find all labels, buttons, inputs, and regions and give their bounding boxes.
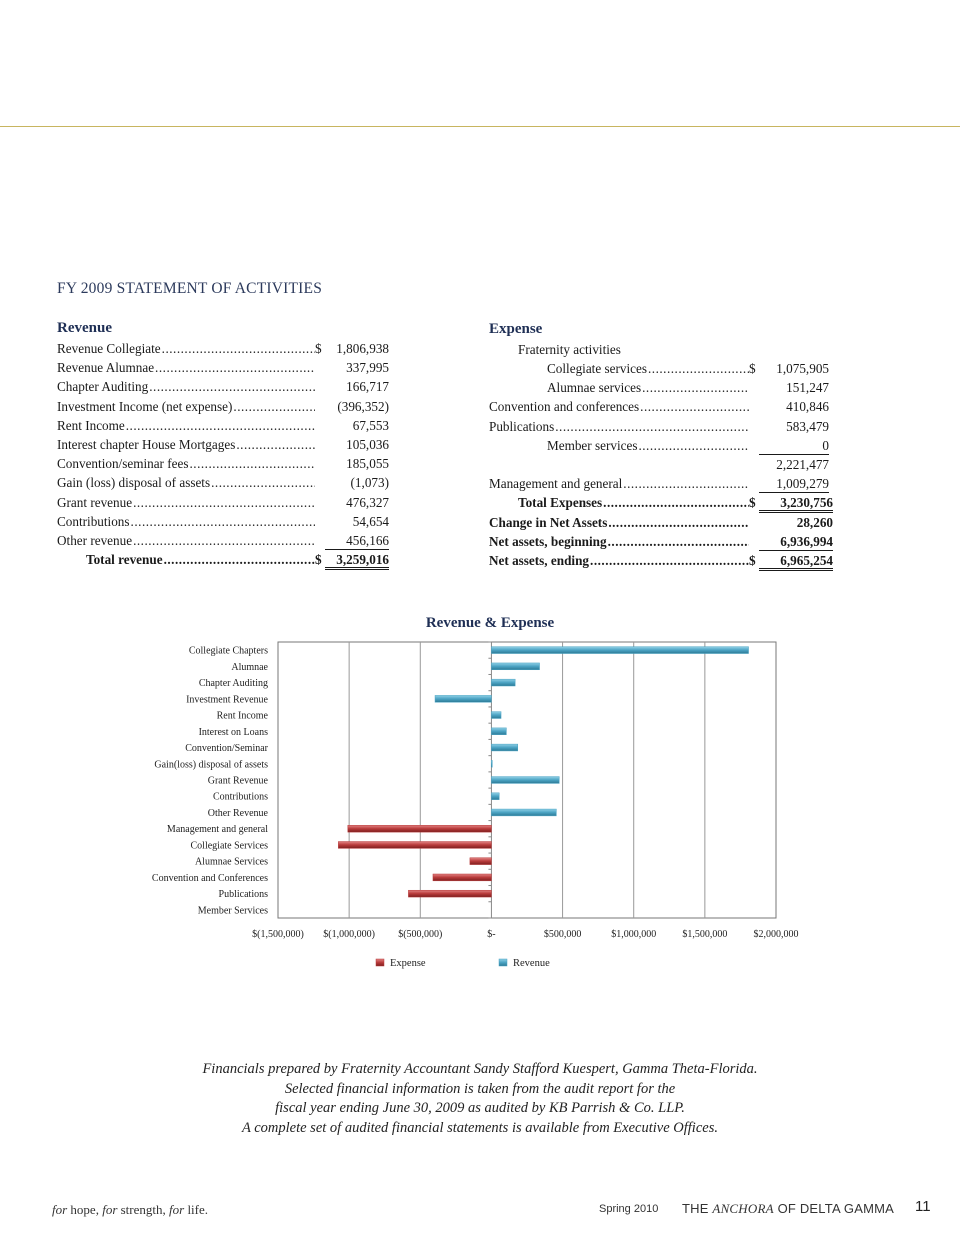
row-label: Investment Income (net expense) <box>57 398 233 414</box>
category-label: Management and general <box>166 824 268 836</box>
row-label: Contributions <box>57 513 130 529</box>
row-label: Rent Income <box>57 417 125 433</box>
row-dollar-sign: $ <box>315 552 322 568</box>
revenue-bar <box>491 760 492 767</box>
expense-bar <box>348 825 492 832</box>
row-amount: 54,654 <box>352 513 389 529</box>
row-label: Management and general <box>489 476 623 492</box>
row-amount: 2,221,477 <box>776 457 829 472</box>
row-amount: 185,055 <box>346 456 389 472</box>
revenue-bar <box>491 744 517 751</box>
revenue-bar <box>491 647 748 654</box>
row-amount: 0 <box>759 438 829 455</box>
row-label: Other revenue <box>57 533 133 548</box>
row-amount: 6,936,994 <box>759 534 833 551</box>
x-tick-label: $- <box>487 929 496 940</box>
row-label: Convention and conferences <box>489 399 640 415</box>
revenue-bar <box>491 728 506 735</box>
category-label: Other Revenue <box>207 807 268 819</box>
row-amount: (396,352) <box>337 398 389 414</box>
row-label: Revenue Alumnae <box>57 360 155 376</box>
tagline-for: for <box>169 1202 185 1217</box>
row-label: Total Expenses <box>518 495 603 511</box>
expense-bar <box>338 842 491 849</box>
revenue-heading: Revenue <box>57 320 112 336</box>
category-label: Alumnae Services <box>194 856 268 868</box>
magazine-pre: THE <box>682 1201 713 1216</box>
row-amount: 3,259,016 <box>325 552 389 570</box>
row-amount: 28,260 <box>796 514 833 530</box>
row-amount: 583,479 <box>786 418 829 434</box>
row-label: Member services <box>547 437 638 453</box>
tagline-hope: hope, <box>67 1202 103 1217</box>
row-label: Net assets, ending <box>489 553 590 568</box>
row-amount: 456,166 <box>325 533 389 550</box>
category-label: Investment Revenue <box>186 694 268 706</box>
row-label: Total revenue <box>86 552 163 568</box>
category-label: Member Services <box>197 905 268 917</box>
row-label: Convention/seminar fees <box>57 456 189 472</box>
page-number: 11 <box>915 1198 931 1215</box>
category-label: Convention/Seminar <box>185 743 268 755</box>
expense-bar <box>470 858 492 865</box>
caption-line: Financials prepared by Fraternity Accountant Sandy Stafford Kuespert, Gamma Theta-Florida. <box>202 1061 758 1077</box>
row-amount: 1,009,279 <box>759 476 829 493</box>
row-dollar-sign: $ <box>749 361 756 376</box>
row-amount: 410,846 <box>786 399 829 415</box>
tagline-strength: strength, <box>117 1202 170 1217</box>
row-dollar-sign: $ <box>749 553 756 568</box>
x-tick-label: $2,000,000 <box>753 929 799 940</box>
x-tick-label: $(1,000,000) <box>323 929 375 940</box>
row-amount: 67,553 <box>352 417 389 433</box>
row-amount: 151,247 <box>786 380 829 396</box>
row-amount: 105,036 <box>346 437 389 452</box>
category-label: Gain(loss) disposal of assets <box>154 759 268 771</box>
x-tick-label: $(500,000) <box>398 929 443 940</box>
legend-label: Expense <box>390 958 426 969</box>
row-amount: 337,995 <box>346 360 389 376</box>
category-label: Chapter Auditing <box>198 678 268 690</box>
tagline-for: for <box>102 1202 118 1217</box>
row-label: Publications <box>489 418 555 434</box>
expense-subheading: Fraternity activities <box>518 342 621 357</box>
category-label: Rent Income <box>216 710 268 722</box>
row-amount: 1,806,938 <box>336 341 389 356</box>
page-title: FY 2009 STATEMENT OF ACTIVITIES <box>57 280 323 297</box>
category-label: Grant Revenue <box>207 775 268 787</box>
category-label: Collegiate Services <box>190 840 268 852</box>
expense-bar <box>433 874 491 881</box>
chart-title: Revenue & Expense <box>425 615 555 631</box>
row-label: Collegiate services <box>547 361 647 376</box>
row-amount: 3,230,756 <box>759 495 833 513</box>
row-label: Grant revenue <box>57 494 133 510</box>
row-amount: 1,075,905 <box>776 361 829 376</box>
caption <box>0 1060 960 1138</box>
row-dollar-sign: $ <box>749 495 756 511</box>
category-label: Collegiate Chapters <box>188 645 268 657</box>
row-amount: (1,073) <box>350 475 389 491</box>
row-label: Gain (loss) disposal of assets <box>57 475 211 491</box>
footer-tagline <box>52 1202 208 1218</box>
revenue-bar <box>491 679 515 686</box>
row-label: Alumnae services <box>547 380 642 396</box>
magazine-post: OF DELTA GAMMA <box>773 1201 895 1216</box>
x-tick-label: $1,500,000 <box>682 929 728 940</box>
category-label: Contributions <box>212 791 268 803</box>
footer-season: Spring 2010 <box>599 1203 659 1215</box>
row-amount: 6,965,254 <box>759 553 833 571</box>
revenue-bar <box>491 793 499 800</box>
row-dollar-sign: $ <box>315 341 322 356</box>
caption-line: A complete set of audited financial statements is available from Executive Offices. <box>242 1119 718 1136</box>
row-label: Revenue Collegiate <box>57 341 161 356</box>
x-tick-label: $(1,500,000) <box>252 929 304 940</box>
revenue-bar <box>491 809 556 816</box>
revenue-bar <box>435 695 491 702</box>
legend-label: Revenue <box>513 958 550 969</box>
tagline-life: life. <box>184 1202 209 1217</box>
expense-bar <box>408 890 491 897</box>
footer-magazine <box>682 1201 894 1217</box>
caption-line: Selected financial information is taken from the audit report for the <box>284 1080 676 1097</box>
category-label: Alumnae <box>231 661 268 673</box>
category-label: Convention and Conferences <box>151 872 268 884</box>
expense-heading: Expense <box>489 321 543 337</box>
row-label: Chapter Auditing <box>57 379 149 395</box>
legend-swatch <box>499 959 507 966</box>
row-amount: 476,327 <box>346 494 389 510</box>
row-label: Interest chapter House Mortgages <box>57 437 236 452</box>
row-label: Net assets, beginning <box>489 533 607 549</box>
x-tick-label: $1,000,000 <box>611 929 657 940</box>
row-label: Change in Net Assets <box>489 514 608 530</box>
category-label: Interest on Loans <box>198 726 268 738</box>
category-label: Publications <box>218 889 268 901</box>
row-amount: 166,717 <box>346 379 389 395</box>
magazine-name: ANCHORA <box>712 1201 774 1216</box>
legend-swatch <box>376 959 384 966</box>
revenue-bar <box>491 712 501 719</box>
revenue-bar <box>491 777 559 784</box>
revenue-bar <box>491 663 539 670</box>
tagline-for: for <box>52 1202 68 1217</box>
x-tick-label: $500,000 <box>543 929 582 940</box>
caption-line: fiscal year ending June 30, 2009 as audited by KB Parrish & Co. LLP. <box>275 1100 685 1116</box>
